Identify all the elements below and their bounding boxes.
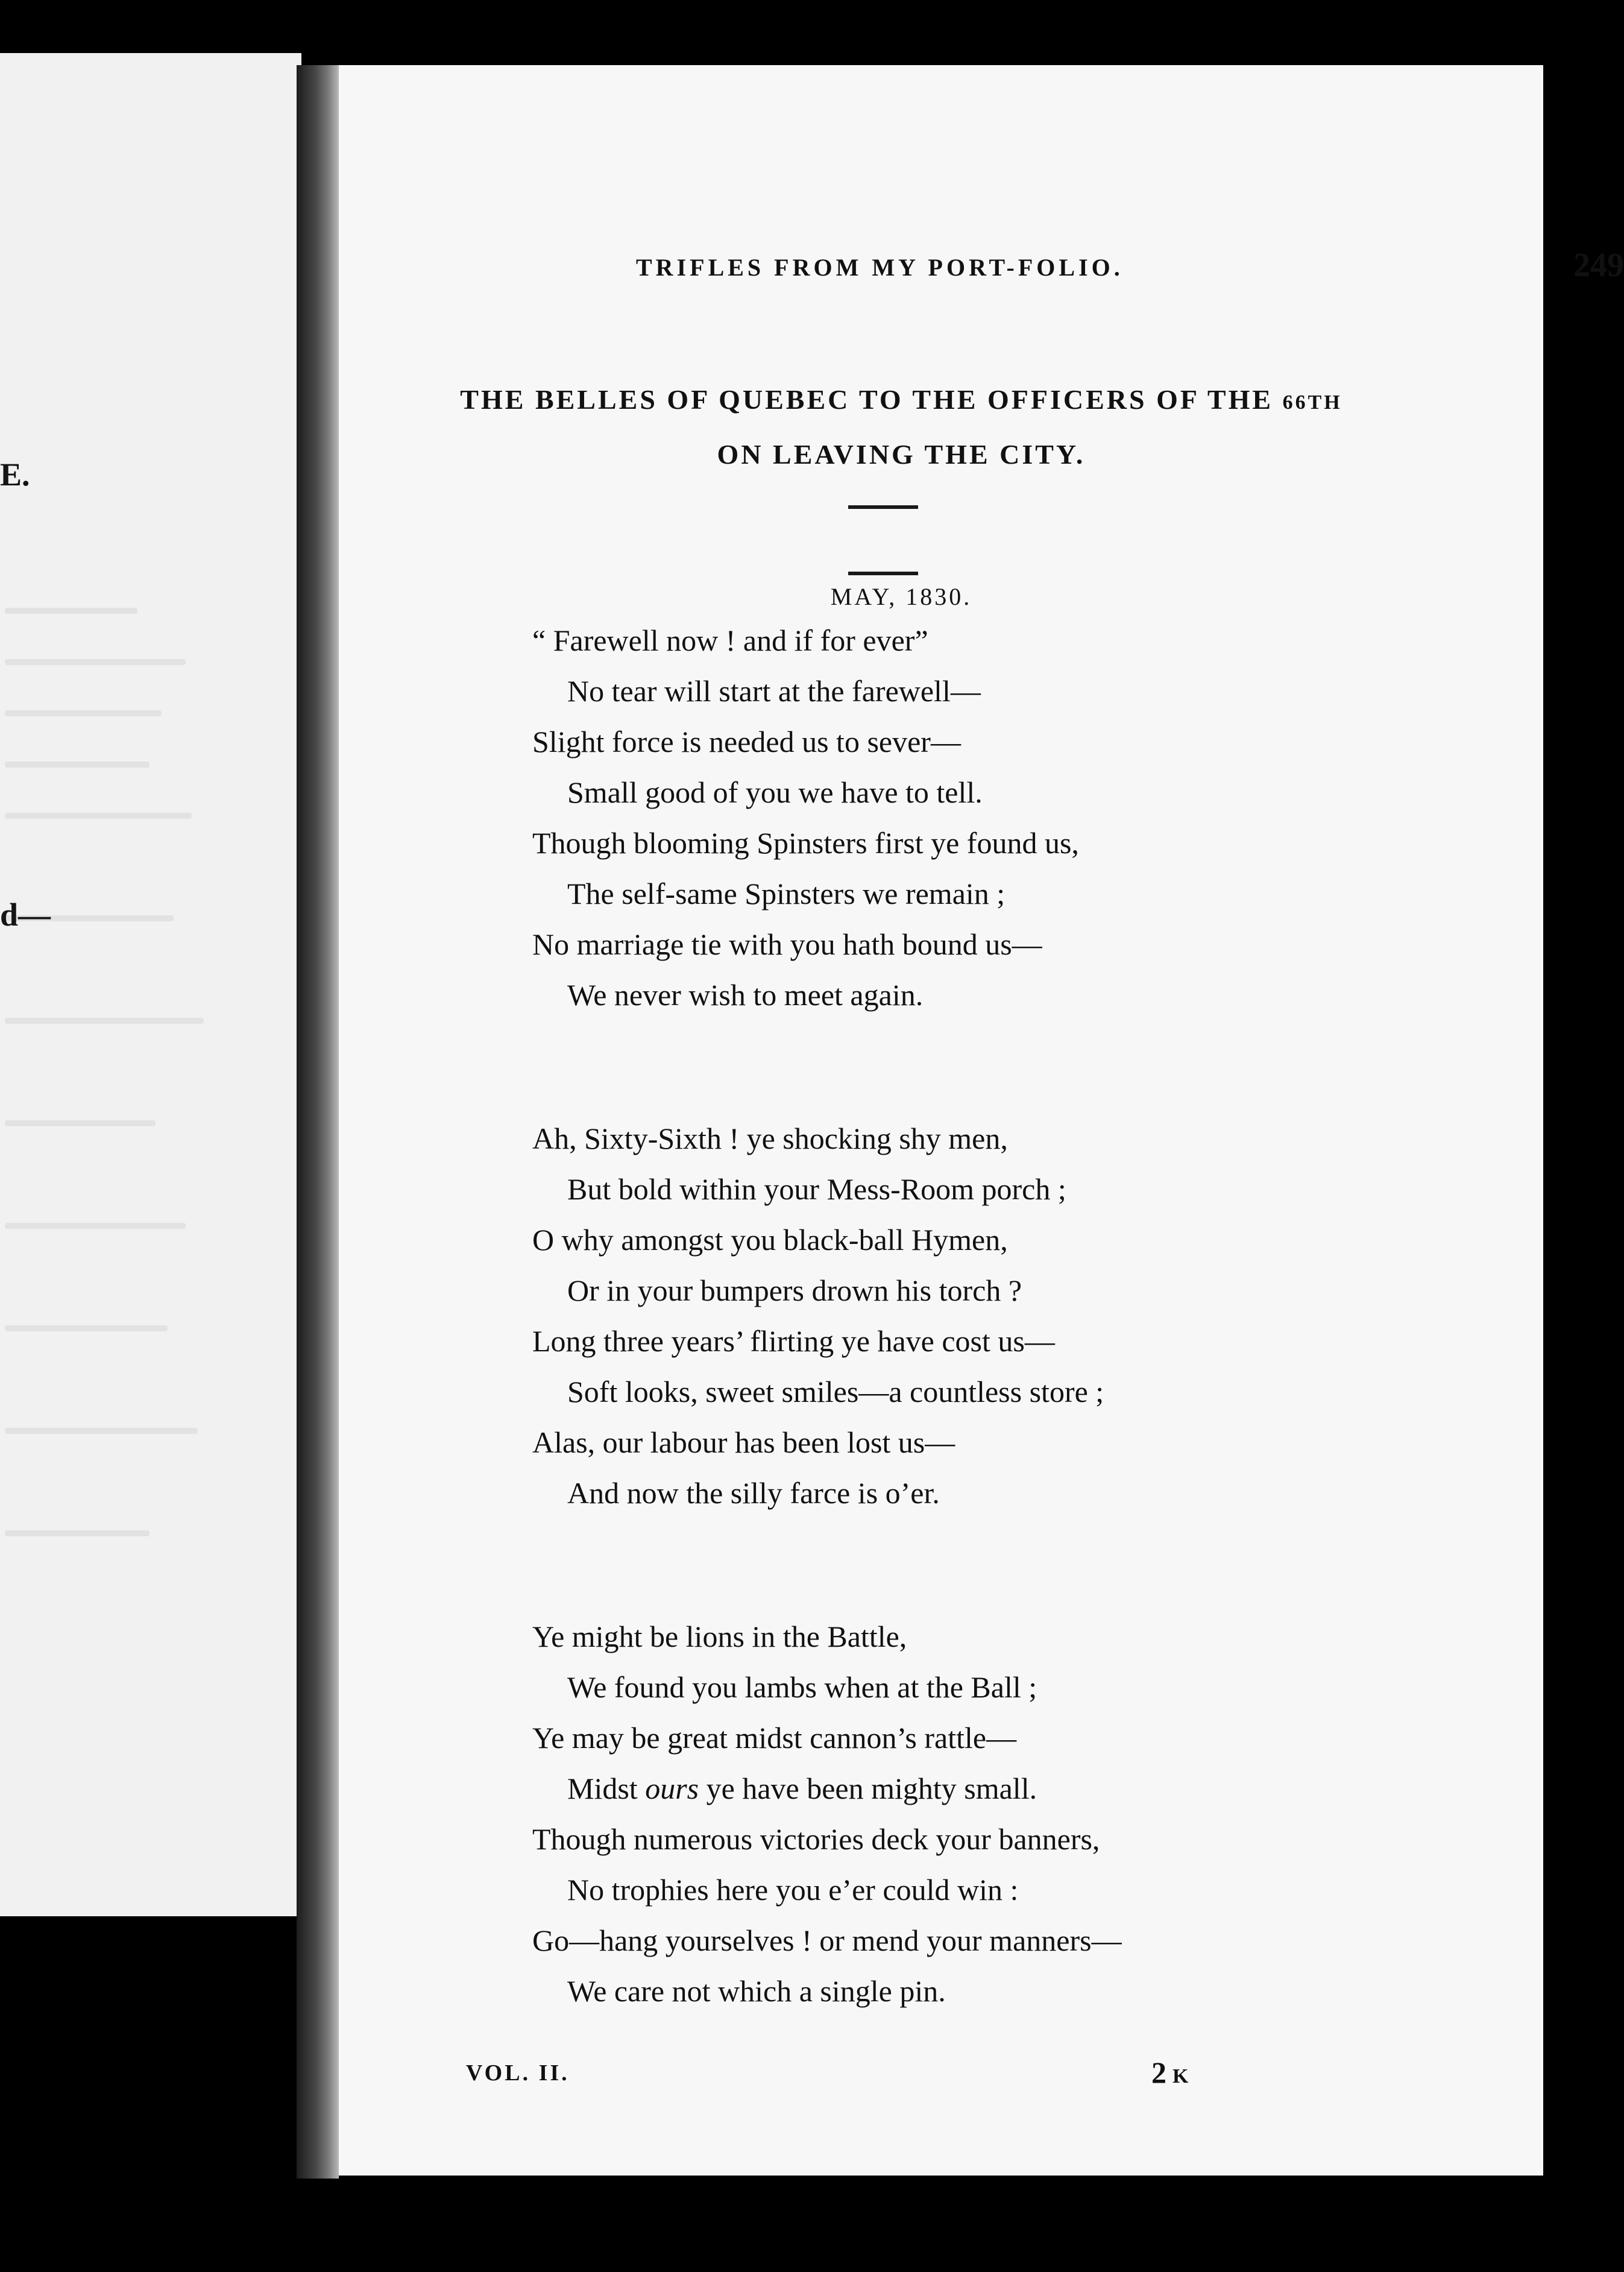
faded-text-line xyxy=(5,608,137,614)
rule-top xyxy=(848,505,918,509)
page-number: 249 xyxy=(1573,247,1624,284)
faded-text-line xyxy=(5,1018,204,1024)
verse-line: We never wish to meet again. xyxy=(567,978,924,1012)
verse-line: And now the silly farce is o’er. xyxy=(567,1476,940,1510)
verse-line: Small good of you we have to tell. xyxy=(567,775,983,809)
stanza-2 xyxy=(532,1113,1104,1518)
faded-text-line xyxy=(5,1120,156,1126)
faded-text-line xyxy=(5,762,149,768)
poem-title-line-1 xyxy=(389,374,1414,429)
verse-line: Ye might be lions in the Battle, xyxy=(532,1620,907,1653)
stanza-1 xyxy=(532,615,1079,1020)
verse-line: Ye may be great midst cannon’s rattle— xyxy=(532,1721,1017,1755)
verse-line: Ah, Sixty-Sixth ! ye shocking shy men, xyxy=(532,1122,1008,1155)
faded-text-line xyxy=(5,1530,149,1536)
verse-line: O why amongst you black-ball Hymen, xyxy=(532,1223,1008,1257)
verse-line: We found you lambs when at the Ball ; xyxy=(567,1670,1037,1704)
verse-line: No tear will start at the farewell— xyxy=(567,674,981,708)
verse-text: ye have been mighty small. xyxy=(706,1772,1037,1805)
verse-line: No trophies here you e’er could win : xyxy=(567,1873,1019,1907)
volume-label: VOL. II. xyxy=(466,2060,570,2086)
verse-line: Or in your bumpers drown his torch ? xyxy=(567,1273,1022,1307)
verse-line: Slight force is needed us to sever— xyxy=(532,725,961,759)
signature-letter: K xyxy=(1172,2065,1189,2087)
left-facing-page xyxy=(0,53,301,1916)
faded-text-line xyxy=(5,813,192,819)
gutter-shadow xyxy=(297,65,339,2179)
left-page-fragment: d— xyxy=(0,897,51,933)
stanza-3 xyxy=(532,1611,1122,2016)
verse-line: “ Farewell now ! and if for ever” xyxy=(532,623,928,657)
poem-title xyxy=(389,374,1414,481)
faded-text-line xyxy=(5,1325,168,1331)
rule-bottom xyxy=(848,572,918,575)
verse-line-with-italic xyxy=(532,1763,1122,1814)
verse-line: Though blooming Spinsters first ye found us, xyxy=(532,826,1079,860)
verse-line: The self-same Spinsters we remain ; xyxy=(567,877,1006,910)
verse-line: No marriage tie with you hath bound us— xyxy=(532,927,1042,961)
poem-title-main: THE BELLES OF QUEBEC TO THE OFFICERS OF THE xyxy=(460,384,1283,415)
verse-line: But bold within your Mess-Room porch ; xyxy=(567,1172,1066,1206)
book-page xyxy=(329,65,1624,2176)
faded-text-line xyxy=(5,710,162,716)
running-title: TRIFLES FROM MY PORT-FOLIO. xyxy=(636,254,1124,281)
faded-text-line xyxy=(5,1428,198,1434)
signature-number: 2 xyxy=(1151,2056,1166,2089)
faded-text-line xyxy=(5,659,186,665)
verse-line: Soft looks, sweet smiles—a countless store ; xyxy=(567,1375,1104,1409)
poem-title-line-2: ON LEAVING THE CITY. xyxy=(717,439,1086,470)
verse-line: Long three years’ flirting ye have cost us— xyxy=(532,1324,1055,1358)
verse-line: Alas, our labour has been lost us— xyxy=(532,1425,955,1459)
poem-date: MAY, 1830. xyxy=(830,583,972,610)
verse-line: Go—hang yourselves ! or mend your manners— xyxy=(532,1923,1122,1957)
left-page-fragment: E. xyxy=(0,456,30,493)
signature-mark xyxy=(1151,2055,1188,2090)
verse-line: We care not which a single pin. xyxy=(567,1974,946,2008)
italic-word: ours xyxy=(645,1772,699,1805)
verse-line: Though numerous victories deck your banners, xyxy=(532,1822,1100,1856)
verse-text: Midst xyxy=(567,1772,638,1805)
poem-title-ordinal: 66TH xyxy=(1282,391,1342,414)
faded-text-line xyxy=(5,1223,186,1229)
